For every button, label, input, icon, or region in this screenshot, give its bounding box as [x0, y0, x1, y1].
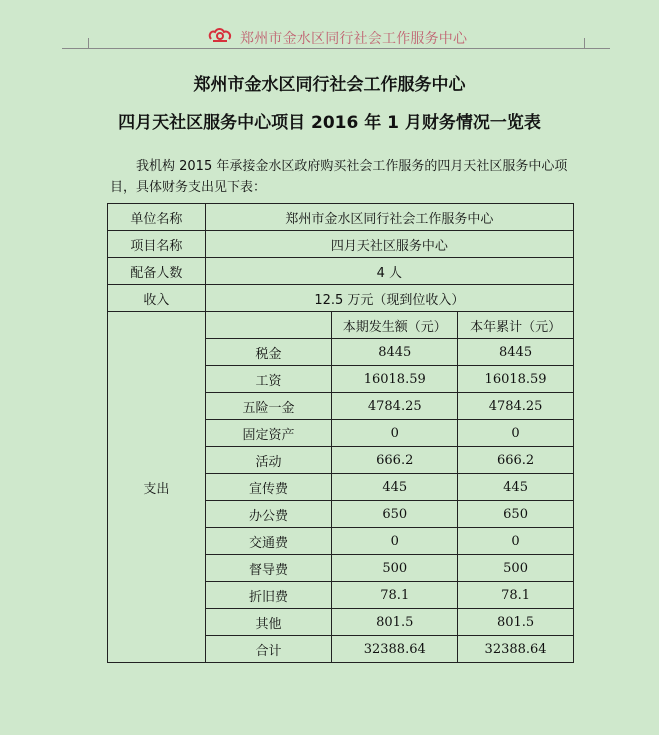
table-row-unit — [108, 204, 574, 231]
expense-item: 工资 — [205, 366, 332, 393]
expense-item: 宣传费 — [205, 474, 332, 501]
col-current-header: 本期发生额（元） — [332, 312, 458, 339]
expense-ytd: 445 — [458, 474, 574, 501]
header-divider — [88, 48, 584, 49]
unit-value: 郑州市金水区同行社会工作服务中心 — [205, 204, 573, 231]
expense-current: 4784.25 — [332, 393, 458, 420]
expense-ytd: 650 — [458, 501, 574, 528]
table-row-staff — [108, 258, 574, 285]
expense-ytd: 16018.59 — [458, 366, 574, 393]
expense-current: 0 — [332, 420, 458, 447]
expense-ytd: 500 — [458, 555, 574, 582]
expense-item: 固定资产 — [205, 420, 332, 447]
expense-ytd: 0 — [458, 420, 574, 447]
expense-ytd: 666.2 — [458, 447, 574, 474]
expense-label: 支出 — [108, 312, 206, 663]
expense-current: 666.2 — [332, 447, 458, 474]
expense-item: 合计 — [205, 636, 332, 663]
finance-table — [107, 203, 574, 663]
expense-ytd: 801.5 — [458, 609, 574, 636]
expense-item: 交通费 — [205, 528, 332, 555]
expense-current: 500 — [332, 555, 458, 582]
expense-ytd: 0 — [458, 528, 574, 555]
document-subtitle: 四月天社区服务中心项目 2016 年 1 月财务情况一览表 — [118, 113, 541, 133]
expense-item: 活动 — [205, 447, 332, 474]
expense-ytd: 78.1 — [458, 582, 574, 609]
page-header — [0, 0, 659, 52]
expense-item: 办公费 — [205, 501, 332, 528]
staff-value: 4 人 — [205, 258, 573, 285]
table-row-expense-header — [108, 312, 574, 339]
unit-label: 单位名称 — [108, 204, 206, 231]
expense-header-blank — [205, 312, 332, 339]
expense-current: 78.1 — [332, 582, 458, 609]
expense-item: 五险一金 — [205, 393, 332, 420]
header-org-name: 郑州市金水区同行社会工作服务中心 — [240, 31, 468, 47]
margin-mark-right-h — [584, 48, 610, 49]
expense-ytd: 32388.64 — [458, 636, 574, 663]
expense-current: 0 — [332, 528, 458, 555]
income-label: 收入 — [108, 285, 206, 312]
table-row-project — [108, 231, 574, 258]
margin-mark-left-h — [62, 48, 88, 49]
expense-item: 税金 — [205, 339, 332, 366]
project-value: 四月天社区服务中心 — [205, 231, 573, 258]
project-label: 项目名称 — [108, 231, 206, 258]
document-title: 郑州市金水区同行社会工作服务中心 — [193, 75, 466, 95]
expense-current: 8445 — [332, 339, 458, 366]
margin-mark-left — [88, 38, 89, 48]
org-logo-icon — [207, 27, 233, 45]
expense-current: 445 — [332, 474, 458, 501]
table-row-income — [108, 285, 574, 312]
intro-paragraph: 我机构 2015 年承接金水区政府购买社会工作服务的四月天社区服务中心项目，具体财务支出见下表： — [110, 159, 568, 195]
expense-ytd: 8445 — [458, 339, 574, 366]
col-ytd-header: 本年累计（元） — [458, 312, 574, 339]
expense-ytd: 4784.25 — [458, 393, 574, 420]
staff-label: 配备人数 — [108, 258, 206, 285]
expense-item: 折旧费 — [205, 582, 332, 609]
expense-item: 督导费 — [205, 555, 332, 582]
expense-item: 其他 — [205, 609, 332, 636]
income-value: 12.5 万元（现到位收入） — [205, 285, 573, 312]
expense-current: 32388.64 — [332, 636, 458, 663]
expense-current: 801.5 — [332, 609, 458, 636]
expense-current: 16018.59 — [332, 366, 458, 393]
margin-mark-right — [584, 38, 585, 48]
expense-current: 650 — [332, 501, 458, 528]
